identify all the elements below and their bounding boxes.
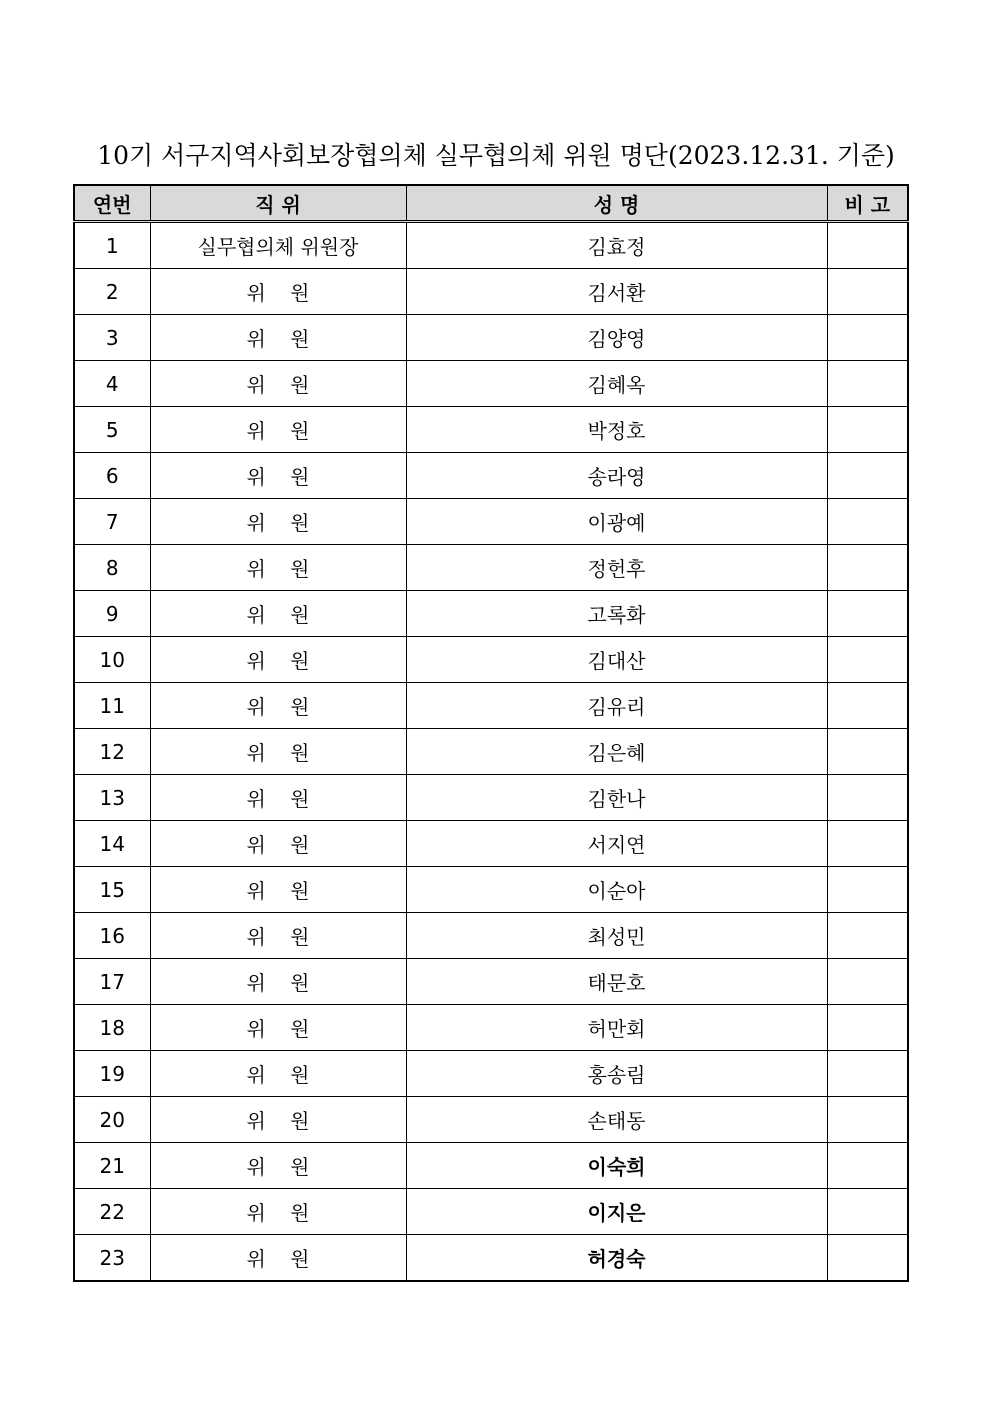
table-row	[74, 361, 908, 407]
table-row	[74, 1051, 908, 1097]
table-row	[74, 407, 908, 453]
cell-no: 23	[74, 1235, 150, 1282]
cell-note	[827, 315, 908, 361]
cell-name: 김은혜	[406, 729, 827, 775]
cell-no: 17	[74, 959, 150, 1005]
cell-no: 21	[74, 1143, 150, 1189]
cell-position: 위 원	[150, 729, 406, 775]
header-note: 비 고	[827, 185, 908, 222]
cell-no: 7	[74, 499, 150, 545]
cell-no: 10	[74, 637, 150, 683]
cell-note	[827, 1097, 908, 1143]
table-row	[74, 545, 908, 591]
cell-name: 이광예	[406, 499, 827, 545]
cell-position: 위 원	[150, 1051, 406, 1097]
table-row	[74, 775, 908, 821]
table-body	[74, 222, 908, 1282]
cell-position: 위 원	[150, 1143, 406, 1189]
cell-no: 8	[74, 545, 150, 591]
cell-name: 김효정	[406, 222, 827, 269]
cell-note	[827, 959, 908, 1005]
table-row	[74, 729, 908, 775]
table-row	[74, 499, 908, 545]
cell-position: 위 원	[150, 1189, 406, 1235]
cell-position: 위 원	[150, 959, 406, 1005]
cell-note	[827, 729, 908, 775]
cell-position: 위 원	[150, 407, 406, 453]
cell-name: 김서환	[406, 269, 827, 315]
cell-note	[827, 683, 908, 729]
cell-position: 위 원	[150, 453, 406, 499]
cell-name: 허경숙	[406, 1235, 827, 1282]
cell-no: 14	[74, 821, 150, 867]
cell-name: 고록화	[406, 591, 827, 637]
table-row	[74, 821, 908, 867]
cell-no: 4	[74, 361, 150, 407]
header-name: 성 명	[406, 185, 827, 222]
cell-note	[827, 453, 908, 499]
cell-no: 15	[74, 867, 150, 913]
cell-position: 위 원	[150, 637, 406, 683]
table-header	[74, 185, 908, 222]
cell-name: 송라영	[406, 453, 827, 499]
table-row	[74, 453, 908, 499]
cell-name: 김혜옥	[406, 361, 827, 407]
cell-position: 위 원	[150, 315, 406, 361]
cell-no: 5	[74, 407, 150, 453]
cell-name: 홍송림	[406, 1051, 827, 1097]
cell-note	[827, 499, 908, 545]
cell-position: 위 원	[150, 867, 406, 913]
cell-name: 이순아	[406, 867, 827, 913]
header-position: 직 위	[150, 185, 406, 222]
cell-note	[827, 1235, 908, 1282]
table-row	[74, 637, 908, 683]
table-row	[74, 683, 908, 729]
table-row	[74, 315, 908, 361]
cell-note	[827, 637, 908, 683]
cell-position: 위 원	[150, 545, 406, 591]
cell-no: 12	[74, 729, 150, 775]
cell-name: 이숙희	[406, 1143, 827, 1189]
cell-position: 위 원	[150, 775, 406, 821]
cell-note	[827, 361, 908, 407]
cell-no: 2	[74, 269, 150, 315]
cell-name: 이지은	[406, 1189, 827, 1235]
cell-name: 정헌후	[406, 545, 827, 591]
cell-no: 22	[74, 1189, 150, 1235]
table-row	[74, 1189, 908, 1235]
cell-position: 실무협의체 위원장	[150, 222, 406, 269]
cell-name: 태문호	[406, 959, 827, 1005]
cell-note	[827, 407, 908, 453]
cell-position: 위 원	[150, 1235, 406, 1282]
cell-name: 김한나	[406, 775, 827, 821]
table-row	[74, 1097, 908, 1143]
table-row	[74, 1005, 908, 1051]
cell-note	[827, 591, 908, 637]
cell-no: 13	[74, 775, 150, 821]
cell-no: 20	[74, 1097, 150, 1143]
cell-position: 위 원	[150, 361, 406, 407]
cell-position: 위 원	[150, 591, 406, 637]
cell-note	[827, 1189, 908, 1235]
cell-name: 최성민	[406, 913, 827, 959]
table-row	[74, 867, 908, 913]
cell-name: 김양영	[406, 315, 827, 361]
cell-name: 허만회	[406, 1005, 827, 1051]
cell-note	[827, 821, 908, 867]
table-row	[74, 959, 908, 1005]
cell-name: 손태동	[406, 1097, 827, 1143]
cell-no: 11	[74, 683, 150, 729]
cell-name: 김대산	[406, 637, 827, 683]
cell-note	[827, 867, 908, 913]
cell-name: 김유리	[406, 683, 827, 729]
cell-position: 위 원	[150, 1005, 406, 1051]
cell-position: 위 원	[150, 269, 406, 315]
cell-position: 위 원	[150, 821, 406, 867]
table-row	[74, 269, 908, 315]
cell-note	[827, 1051, 908, 1097]
cell-note	[827, 222, 908, 269]
cell-no: 1	[74, 222, 150, 269]
cell-note	[827, 545, 908, 591]
cell-no: 9	[74, 591, 150, 637]
cell-note	[827, 1005, 908, 1051]
cell-no: 6	[74, 453, 150, 499]
cell-name: 박정호	[406, 407, 827, 453]
cell-position: 위 원	[150, 913, 406, 959]
cell-position: 위 원	[150, 683, 406, 729]
cell-note	[827, 913, 908, 959]
cell-name: 서지연	[406, 821, 827, 867]
table-row	[74, 222, 908, 269]
document-title: 10기 서구지역사회보장협의체 실무협의체 위원 명단(2023.12.31. 기준)	[97, 141, 895, 170]
cell-note	[827, 775, 908, 821]
member-roster-table	[73, 184, 909, 1282]
cell-no: 19	[74, 1051, 150, 1097]
table-row	[74, 913, 908, 959]
cell-no: 18	[74, 1005, 150, 1051]
cell-note	[827, 1143, 908, 1189]
header-no: 연번	[74, 185, 150, 222]
cell-position: 위 원	[150, 499, 406, 545]
table-row	[74, 1143, 908, 1189]
cell-no: 3	[74, 315, 150, 361]
cell-no: 16	[74, 913, 150, 959]
cell-note	[827, 269, 908, 315]
header-row	[74, 185, 908, 222]
table-row	[74, 1235, 908, 1282]
cell-position: 위 원	[150, 1097, 406, 1143]
table-row	[74, 591, 908, 637]
